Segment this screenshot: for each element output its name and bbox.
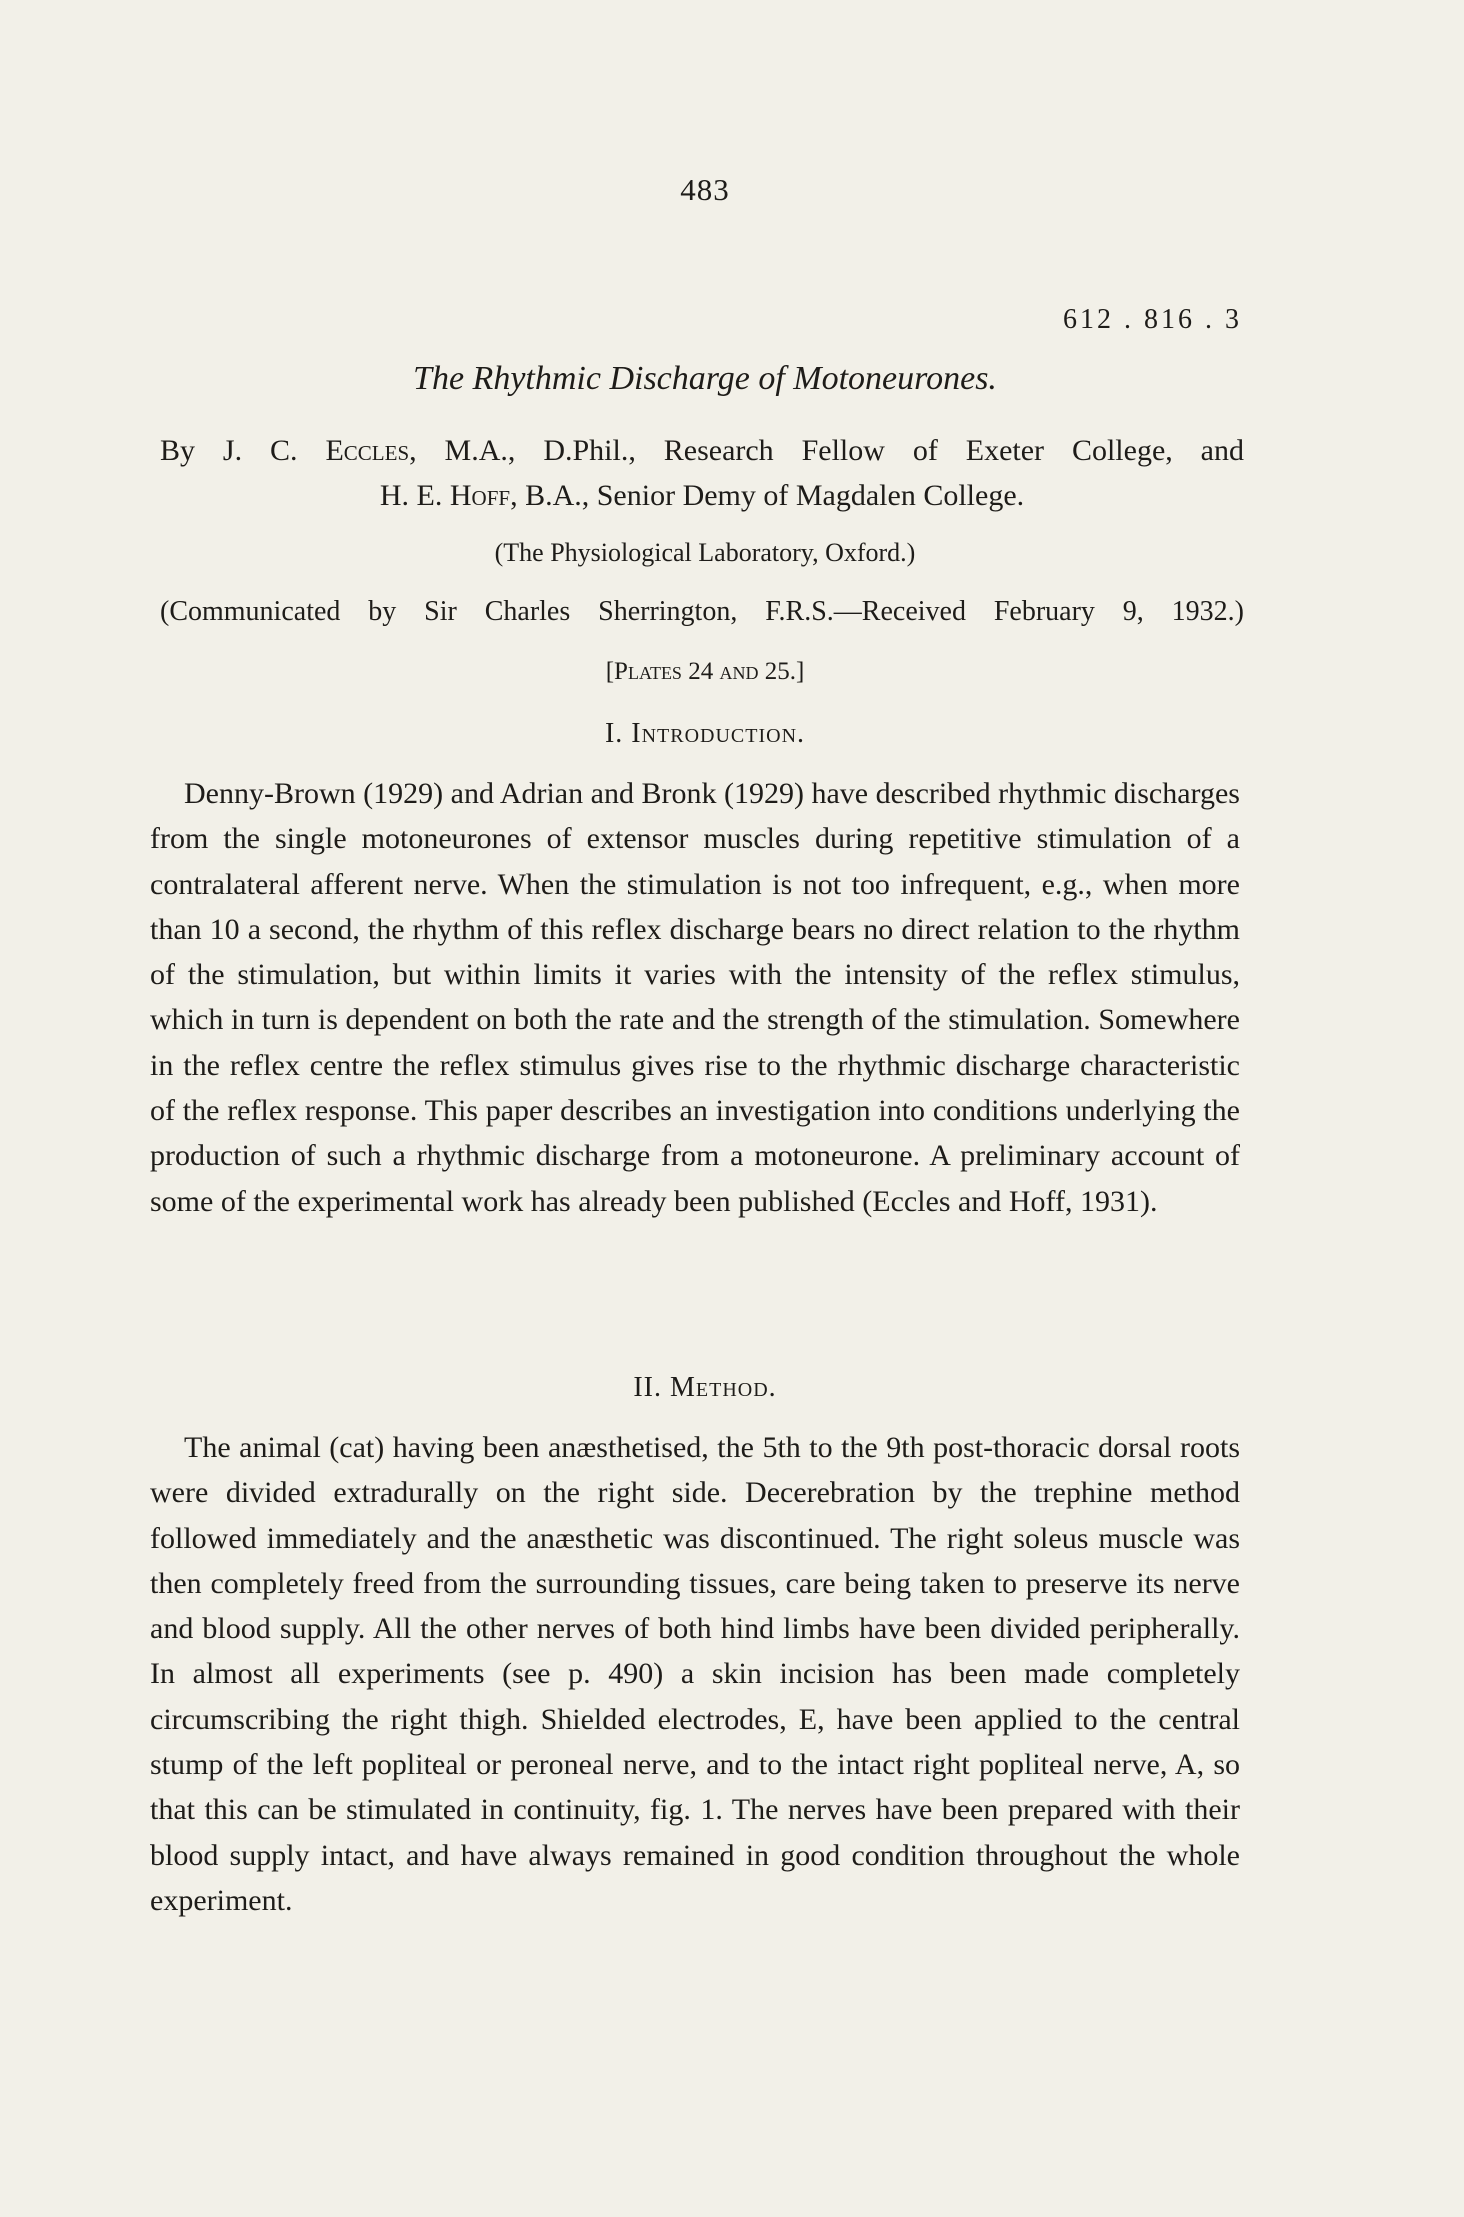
author-1-prefix: By J. C.: [160, 434, 326, 467]
paper-title: The Rhythmic Discharge of Motoneurones.: [413, 360, 997, 397]
section-heading-method: II. Method.: [633, 1372, 777, 1403]
page-number: 483: [680, 172, 730, 207]
author-2-name: Hoff: [449, 479, 511, 512]
author-2-credentials: , B.A., Senior Demy of Magdalen College.: [510, 479, 1025, 512]
affiliation: (The Physiological Laboratory, Oxford.): [494, 538, 916, 567]
method-paragraph: The animal (cat) having been anæsthetised, the 5th to the 9th post-thoracic dorsal roots were divided extradurally on the right side. Decerebration by the trephine method followed immediately and the anæsthetic was discontinued. The right soleus muscle was then completely freed from the surrounding tissues, care being taken to preserve its nerve and blood supply. All the other nerves of both hind limbs have been divided peripherally. In almost all experiments (see p. 490) a skin incision has been made completely circumscribing the right thigh. Shielded electrodes, E, have been applied to the central stump of the left popliteal or peroneal nerve, and to the intact right popliteal nerve, A, so that this can be stimulated in continuity, fig. 1. The nerves have been prepared with their blood supply intact, and have always remained in good condition throughout the whole experiment.: [150, 1431, 1240, 1917]
author-block: [160, 428, 1244, 518]
section-body-introduction: [150, 771, 1240, 1224]
section-body-method: [150, 1425, 1240, 1923]
classification-number: 612 . 816 . 3: [1063, 304, 1242, 335]
author-1-credentials: , M.A., D.Phil., Research Fellow of Exeter College, and: [409, 434, 1244, 467]
plates-note: [Plates 24 and 25.]: [605, 658, 805, 685]
author-line-2: [160, 473, 1244, 518]
author-2-prefix: H. E.: [379, 479, 450, 512]
communication-note: (Communicated by Sir Charles Sherrington, F.R.S.—Received February 9, 1932.): [160, 596, 1244, 627]
author-1-name: Eccles: [325, 434, 410, 467]
section-heading-introduction: I. Introduction.: [604, 718, 806, 749]
introduction-paragraph: Denny-Brown (1929) and Adrian and Bronk (1929) have described rhythmic discharges from the single motoneurones of extensor muscles during repetitive stimulation of a contralateral afferent nerve. When the stimulation is not too infrequent, e.g., when more than 10 a second, the rhythm of this reflex discharge bears no direct relation to the rhythm of the stimulation, but within limits it varies with the intensity of the reflex stimulus, which in turn is dependent on both the rate and the strength of the stimulation. Somewhere in the reflex centre the reflex stimulus gives rise to the rhythmic discharge characteristic of the reflex response. This paper describes an investigation into conditions underlying the production of such a rhythmic discharge from a motoneurone. A preliminary account of some of the experimental work has already been published (Eccles and Hoff, 1931).: [150, 777, 1240, 1218]
author-line-1: [160, 428, 1244, 473]
